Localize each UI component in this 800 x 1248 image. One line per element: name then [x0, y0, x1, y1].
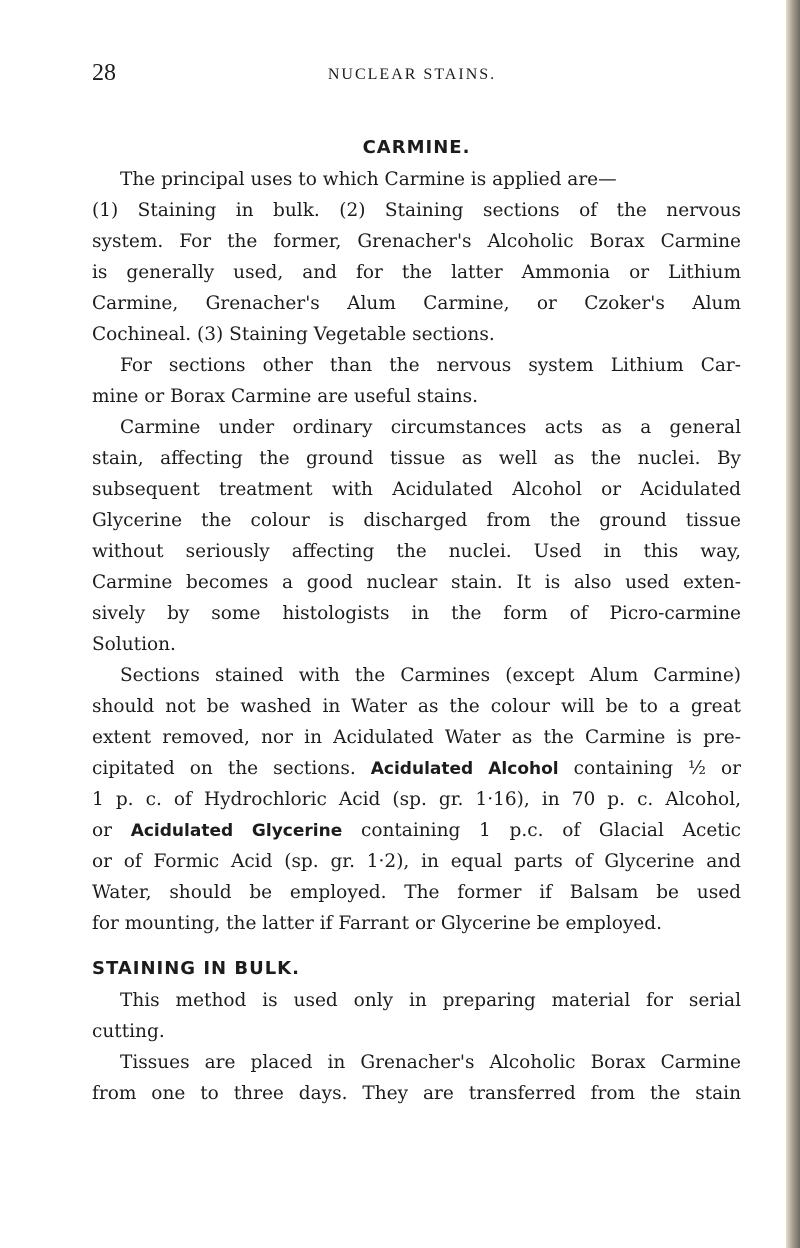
- text-line: Water, should be employed. The former if Balsam be used: [92, 882, 741, 903]
- text-line: or of Formic Acid (sp. gr. 1·2), in equal parts of Glycerine and: [92, 851, 741, 872]
- text-line: Carmine under ordinary circumstances acts as a general: [120, 417, 741, 438]
- body-text: [92, 132, 741, 1109]
- text-line: subsequent treatment with Acidulated Alcohol or Acidulated: [92, 479, 741, 500]
- text-line: for mounting, the latter if Farrant or Glycerine be employed.: [92, 913, 662, 934]
- text-line-mixed: [92, 753, 741, 784]
- text-line: This method is used only in preparing material for serial: [120, 990, 741, 1011]
- text-line: Solution.: [92, 634, 176, 655]
- bold-term-acidulated-alcohol: Acidulated Alcohol: [370, 759, 559, 779]
- text-line: Glycerine the colour is discharged from the ground tissue: [92, 510, 741, 531]
- page-header: [92, 60, 732, 90]
- text-line: cutting.: [92, 1021, 165, 1042]
- text-line: Cochineal. (3) Staining Vegetable sections.: [92, 324, 495, 345]
- text-line-mixed: [92, 815, 741, 846]
- text-run: containing ½ or: [573, 758, 741, 779]
- text-line: extent removed, nor in Acidulated Water as the Carmine is pre-: [92, 727, 741, 748]
- text-run: or: [92, 820, 112, 841]
- text-line: Carmine, Grenacher's Alum Carmine, or Czoker's Alum: [92, 293, 741, 314]
- text-line: mine or Borax Carmine are useful stains.: [92, 386, 478, 407]
- text-line: should not be washed in Water as the colour will be to a great: [92, 696, 741, 717]
- section-heading-staining-in-bulk: STAINING IN BULK.: [92, 958, 300, 979]
- text-line: sively by some histologists in the form of Picro-carmine: [92, 603, 741, 624]
- text-line: The principal uses to which Carmine is applied are—: [120, 169, 617, 190]
- text-line: 1 p. c. of Hydrochloric Acid (sp. gr. 1·16), in 70 p. c. Alcohol,: [92, 789, 741, 810]
- text-line: without seriously affecting the nuclei. Used in this way,: [92, 541, 741, 562]
- text-line: (1) Staining in bulk. (2) Staining sections of the nervous: [92, 200, 741, 221]
- text-line: from one to three days. They are transferred from the stain: [92, 1083, 741, 1104]
- text-run: cipitated on the sections.: [92, 758, 356, 779]
- page-number: 28: [92, 60, 116, 86]
- text-line: For sections other than the nervous system Lithium Car-: [120, 355, 741, 376]
- page-edge-shadow: [786, 0, 800, 1248]
- text-line: Sections stained with the Carmines (except Alum Carmine): [120, 665, 741, 686]
- section-heading-carmine: CARMINE.: [362, 137, 471, 158]
- text-line: is generally used, and for the latter Ammonia or Lithium: [92, 262, 741, 283]
- text-line: Carmine becomes a good nuclear stain. It is also used exten-: [92, 572, 741, 593]
- text-run: containing 1 p.c. of Glacial Acetic: [360, 820, 741, 841]
- bold-term-acidulated-glycerine: Acidulated Glycerine: [130, 821, 343, 841]
- running-title: NUCLEAR STAINS.: [327, 66, 497, 83]
- text-line: system. For the former, Grenacher's Alcoholic Borax Carmine: [92, 231, 741, 252]
- text-line: stain, affecting the ground tissue as well as the nuclei. By: [92, 448, 741, 469]
- text-line: Tissues are placed in Grenacher's Alcoholic Borax Carmine: [120, 1052, 741, 1073]
